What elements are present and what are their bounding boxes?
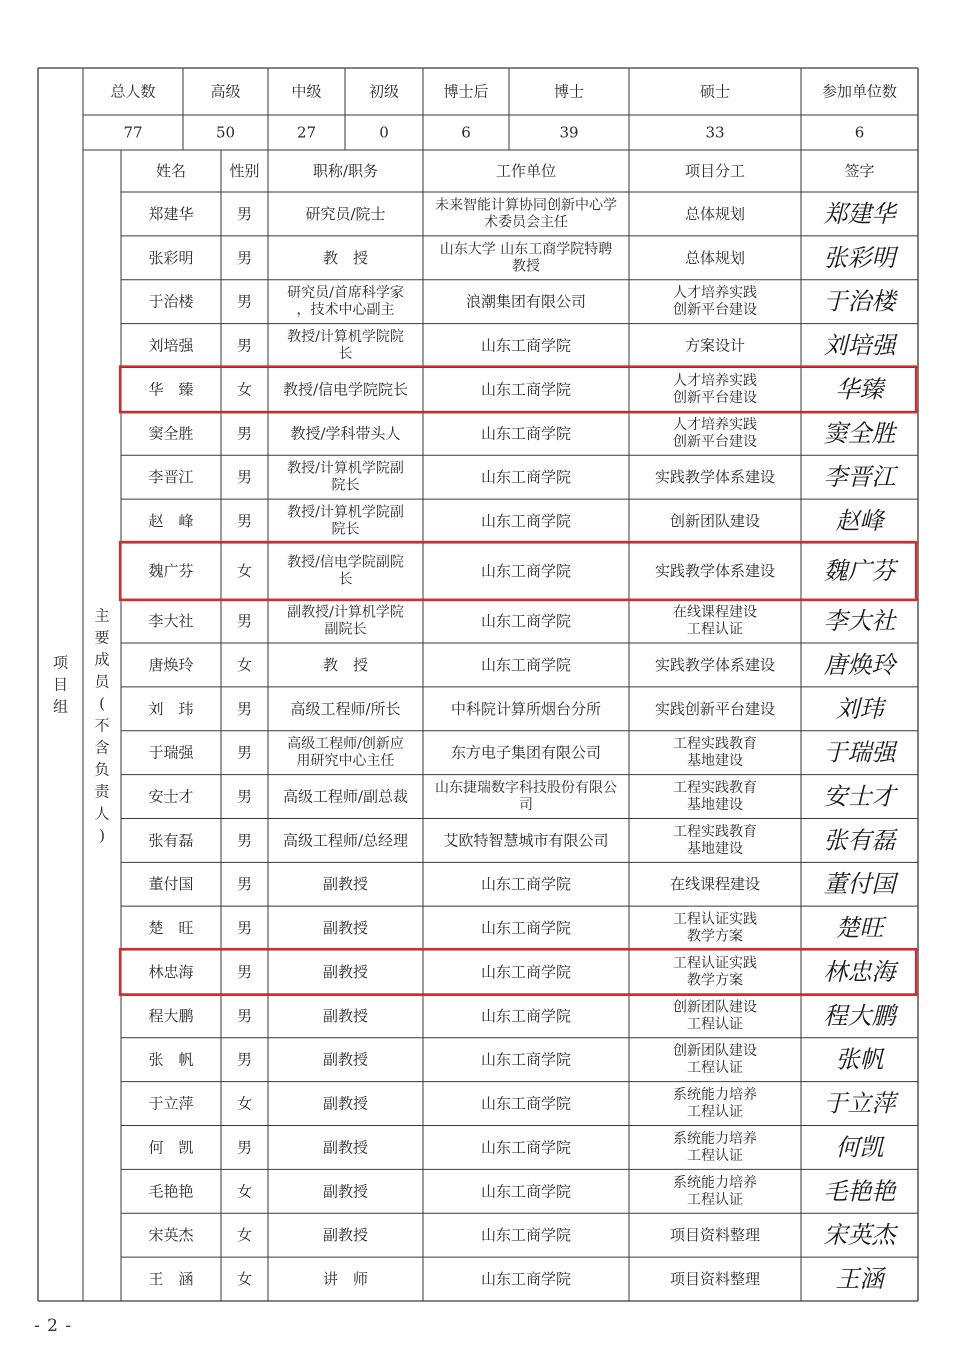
member-gender: 男 — [236, 787, 253, 806]
member-title: 副教授 — [322, 919, 369, 938]
member-name: 宋英杰 — [148, 1226, 194, 1245]
member-name: 张 帆 — [148, 1050, 194, 1069]
stats-header: 高级 — [210, 82, 241, 101]
stats-value: 27 — [296, 123, 317, 142]
member-title: 教授/计算机学院副院长 — [287, 504, 404, 538]
member-role: 工程实践教育基地建设 — [673, 823, 757, 857]
member-signature: 张有磊 — [823, 826, 896, 855]
member-gender: 男 — [236, 468, 253, 487]
member-signature: 郑建华 — [823, 199, 896, 228]
member-org: 山东工商学院 — [480, 1226, 572, 1245]
member-title: 教 授 — [322, 248, 369, 267]
member-gender: 女 — [236, 1270, 253, 1289]
stats-value: 0 — [379, 123, 389, 142]
member-signature: 楚旺 — [835, 914, 884, 943]
member-signature: 于治楼 — [823, 287, 896, 316]
member-name: 董付国 — [148, 875, 194, 894]
member-header: 工作单位 — [495, 162, 557, 180]
member-org: 艾欧特智慧城市有限公司 — [443, 831, 609, 850]
member-signature: 刘培强 — [823, 331, 896, 360]
member-signature: 程大鹏 — [823, 1001, 896, 1030]
member-gender: 男 — [236, 1006, 253, 1025]
member-title: 教 授 — [322, 655, 369, 674]
member-gender: 女 — [236, 655, 253, 674]
member-role: 总体规划 — [684, 204, 746, 223]
member-role: 人才培养实践创新平台建设 — [673, 285, 757, 319]
member-name: 华 臻 — [148, 380, 194, 399]
member-title: 教授/信电学院院长 — [282, 380, 409, 399]
member-name: 赵 峰 — [148, 512, 194, 531]
member-signature: 宋英杰 — [823, 1221, 896, 1250]
member-title: 副教授 — [322, 1226, 369, 1245]
member-name: 安士才 — [148, 787, 194, 806]
member-org: 山东工商学院 — [480, 468, 572, 487]
member-org: 山东工商学院 — [480, 562, 572, 581]
member-title: 高级工程师/总经理 — [282, 831, 409, 850]
member-org: 山东工商学院 — [480, 962, 572, 981]
member-role: 项目资料整理 — [669, 1226, 761, 1245]
stats-value: 50 — [215, 123, 236, 142]
member-header: 姓名 — [155, 162, 187, 180]
member-name: 张彩明 — [148, 248, 194, 267]
member-name: 于立萍 — [148, 1094, 194, 1113]
member-org: 山东工商学院 — [480, 919, 572, 938]
member-name: 魏广芬 — [148, 562, 194, 581]
member-name: 程大鹏 — [148, 1006, 194, 1025]
member-org: 山东工商学院 — [480, 1138, 572, 1157]
member-name: 刘 玮 — [148, 699, 194, 718]
member-role: 系统能力培养工程认证 — [673, 1130, 757, 1164]
member-signature: 安士才 — [823, 782, 896, 811]
member-signature: 林忠海 — [823, 957, 896, 986]
member-name: 郑建华 — [148, 204, 194, 223]
member-org: 山东工商学院 — [480, 1050, 572, 1069]
member-role: 在线课程建设工程认证 — [673, 604, 757, 638]
member-role: 在线课程建设 — [669, 875, 761, 894]
member-gender: 女 — [236, 1182, 253, 1201]
member-org: 山东工商学院 — [480, 336, 572, 355]
member-role: 总体规划 — [684, 248, 746, 267]
member-org: 山东工商学院 — [480, 655, 572, 674]
member-gender: 女 — [236, 562, 253, 581]
member-gender: 男 — [236, 699, 253, 718]
member-signature: 唐焕玲 — [823, 650, 896, 679]
member-role: 实践教学体系建设 — [654, 562, 776, 581]
member-gender: 男 — [236, 831, 253, 850]
member-org: 山东工商学院 — [480, 1182, 572, 1201]
member-title: 副教授/计算机学院副院长 — [287, 604, 404, 638]
member-name: 李大社 — [148, 612, 194, 631]
member-org: 山东工商学院 — [480, 612, 572, 631]
member-signature: 赵峰 — [835, 507, 884, 536]
member-title: 副教授 — [322, 1094, 369, 1113]
stats-value: 6 — [854, 123, 865, 142]
member-title: 研究员/首席科学家，技术中心副主 — [287, 285, 404, 319]
stats-header: 参加单位数 — [821, 82, 898, 101]
member-signature: 毛艳艳 — [823, 1177, 896, 1206]
member-name: 刘培强 — [148, 336, 194, 355]
member-gender: 男 — [236, 248, 253, 267]
stats-header: 总人数 — [110, 82, 156, 101]
member-org: 山东工商学院 — [480, 512, 572, 531]
member-name: 何 凯 — [148, 1138, 194, 1157]
member-signature: 刘玮 — [835, 694, 884, 723]
member-gender: 女 — [236, 1226, 253, 1245]
member-role: 系统能力培养工程认证 — [673, 1174, 757, 1208]
member-signature: 王涵 — [835, 1265, 884, 1294]
stats-header: 中级 — [291, 82, 322, 101]
member-role: 实践创新平台建设 — [654, 699, 776, 718]
member-title: 副教授 — [322, 1138, 369, 1157]
project-group-label: 项目组 — [52, 653, 69, 716]
member-title: 高级工程师/所长 — [290, 699, 401, 718]
highlight-boxes — [120, 366, 916, 994]
member-role: 工程实践教育基地建设 — [673, 780, 757, 814]
member-header: 性别 — [229, 162, 260, 180]
member-header: 项目分工 — [684, 162, 746, 180]
member-title: 副教授 — [322, 962, 369, 981]
stats-value: 33 — [705, 123, 725, 142]
member-signature: 何凯 — [835, 1133, 884, 1162]
member-role: 工程认证实践教学方案 — [673, 955, 757, 989]
stats-value: 77 — [123, 123, 143, 142]
member-title: 教授/计算机学院院长 — [287, 329, 404, 363]
member-org: 东方电子集团有限公司 — [450, 743, 602, 762]
member-org: 山东工商学院 — [480, 1006, 572, 1025]
member-name: 毛艳艳 — [148, 1182, 194, 1201]
member-org: 未来智能计算协同创新中心学术委员会主任 — [435, 197, 617, 231]
member-org: 山东工商学院 — [480, 424, 572, 443]
stats-header: 博士 — [553, 82, 585, 101]
member-org: 山东捷瑞数字科技股份有限公司 — [435, 780, 617, 814]
member-name: 林忠海 — [148, 962, 194, 981]
member-title: 副教授 — [322, 1050, 369, 1069]
member-gender: 男 — [236, 336, 253, 355]
member-header: 签字 — [844, 162, 875, 180]
member-gender: 男 — [236, 512, 253, 531]
member-signature: 魏广芬 — [823, 557, 896, 586]
member-signature: 张彩明 — [823, 243, 896, 272]
member-role: 系统能力培养工程认证 — [673, 1087, 757, 1121]
member-org: 浪潮集团有限公司 — [465, 292, 587, 311]
member-title: 研究员/院士 — [305, 204, 386, 223]
member-gender: 男 — [236, 1050, 253, 1069]
member-role: 创新团队建设工程认证 — [673, 1043, 757, 1077]
member-title: 高级工程师/创新应用研究中心主任 — [287, 736, 404, 770]
member-gender: 男 — [236, 204, 253, 223]
member-gender: 女 — [236, 1094, 253, 1113]
stats-value: 39 — [559, 123, 579, 142]
member-name: 楚 旺 — [148, 919, 194, 938]
member-role: 方案设计 — [684, 336, 746, 355]
members-label: 主要成员(不含负责人) — [94, 606, 110, 845]
member-signature: 于瑞强 — [823, 738, 896, 767]
member-name: 于瑞强 — [148, 743, 194, 762]
member-role: 实践教学体系建设 — [654, 655, 776, 674]
member-role: 人才培养实践创新平台建设 — [673, 416, 757, 450]
member-org: 中科院计算所烟台分所 — [450, 699, 602, 718]
member-org: 山东工商学院 — [480, 380, 572, 399]
member-signature: 李晋江 — [823, 463, 896, 492]
member-gender: 男 — [236, 612, 253, 631]
member-signature: 张帆 — [835, 1045, 884, 1074]
member-name: 于治楼 — [148, 292, 194, 311]
page-number: - 2 - — [34, 1316, 73, 1336]
member-title: 教授/学科带头人 — [290, 424, 401, 443]
member-role: 人才培养实践创新平台建设 — [673, 372, 757, 406]
member-gender: 男 — [236, 962, 253, 981]
member-title: 副教授 — [322, 1006, 369, 1025]
stats-header: 初级 — [368, 82, 400, 101]
member-title: 副教授 — [322, 1182, 369, 1201]
table-text — [53, 83, 900, 1294]
member-org: 山东大学 山东工商学院特聘教授 — [439, 241, 613, 275]
member-signature: 李大社 — [823, 607, 896, 636]
member-gender: 男 — [236, 875, 253, 894]
member-role: 实践教学体系建设 — [654, 468, 776, 487]
member-title: 高级工程师/副总裁 — [282, 787, 409, 806]
member-title: 讲 师 — [322, 1270, 369, 1289]
member-name: 窦全胜 — [148, 424, 194, 443]
member-gender: 男 — [236, 424, 253, 443]
member-title: 教授/计算机学院副院长 — [287, 460, 404, 494]
member-name: 张有磊 — [148, 831, 194, 850]
stats-value: 6 — [461, 123, 471, 142]
member-org: 山东工商学院 — [480, 875, 572, 894]
member-gender: 男 — [236, 1138, 253, 1157]
member-signature: 董付国 — [823, 870, 896, 899]
member-gender: 女 — [236, 380, 253, 399]
member-role: 工程认证实践教学方案 — [673, 911, 757, 945]
member-signature: 华臻 — [835, 375, 884, 404]
stats-header: 硕士 — [699, 82, 731, 101]
member-role: 项目资料整理 — [669, 1270, 761, 1289]
member-name: 王 涵 — [148, 1270, 194, 1289]
member-gender: 男 — [236, 919, 253, 938]
member-org: 山东工商学院 — [480, 1270, 572, 1289]
member-name: 唐焕玲 — [148, 655, 194, 674]
member-role: 创新团队建设 — [669, 512, 761, 531]
member-signature: 于立萍 — [823, 1089, 896, 1118]
member-role: 工程实践教育基地建设 — [673, 736, 757, 770]
member-signature: 窦全胜 — [823, 419, 896, 448]
member-role: 创新团队建设工程认证 — [673, 999, 757, 1033]
member-title: 副教授 — [322, 875, 369, 894]
member-title: 教授/信电学院副院长 — [287, 554, 404, 588]
member-org: 山东工商学院 — [480, 1094, 572, 1113]
member-name: 李晋江 — [148, 468, 194, 487]
member-gender: 男 — [236, 743, 253, 762]
member-gender: 男 — [236, 292, 253, 311]
member-header: 职称/职务 — [312, 162, 379, 180]
stats-header: 博士后 — [443, 82, 489, 101]
